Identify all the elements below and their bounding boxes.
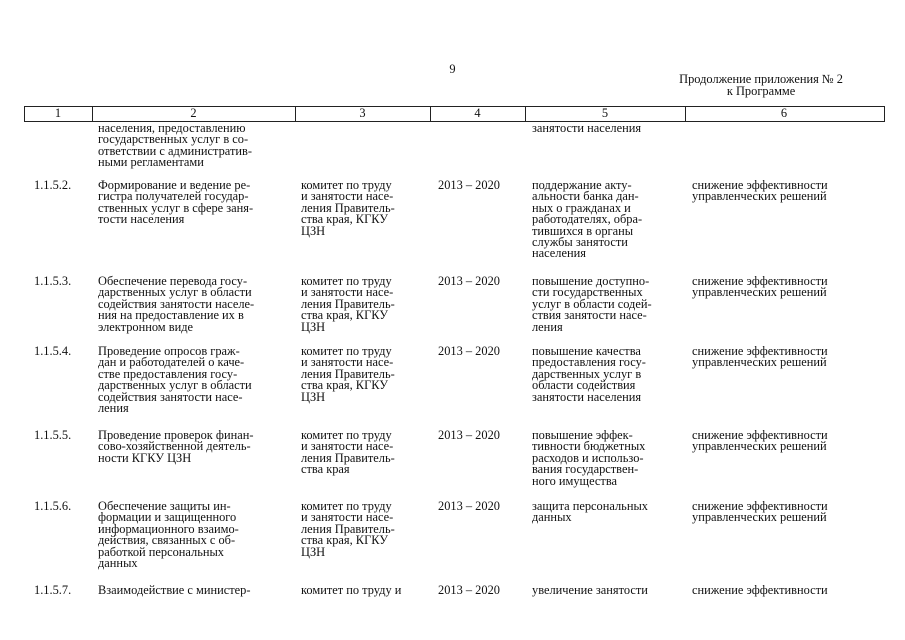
continuation-line-2: к Программе	[726, 84, 796, 98]
executor: комитет по труду и	[301, 583, 402, 597]
period: 2013 – 2020	[438, 344, 500, 358]
continuation-note	[679, 73, 843, 97]
executor: комитет по труду и занятости насе- ления Правитель- ства края, КГКУ ЦЗН	[301, 499, 395, 559]
period: 2013 – 2020	[438, 583, 500, 597]
executor: комитет по труду и занятости насе- ления Правитель- ства края, КГКУ ЦЗН	[301, 274, 395, 334]
expected-result: повышение качества предоставления госу- дарственных услуг в области содействия занятости населения	[532, 344, 646, 404]
expected-result: поддержание акту- альности банка дан- ных о гражданах и работодателях, обра- тившихся в органы службы занятости населения	[532, 178, 643, 261]
row-number: 1.1.5.2.	[34, 178, 72, 192]
expected-result: повышение доступно- сти государственных услуг в области содей- ствия занятости насе- ления	[532, 274, 652, 334]
expected-result: занятости населения	[532, 121, 642, 135]
non-implementation-risk: снижение эффективности управленческих решений	[692, 499, 828, 525]
expected-result: повышение эффек- тивности бюджетных расходов и использо- вания государствен- ного имущества	[532, 428, 646, 488]
activity-name: Обеспечение защиты ин- формации и защищенного информационного взаимо- действия, связанных с об- работкой персональных данных	[98, 499, 239, 571]
header-col-6: 6	[780, 106, 788, 120]
executor: комитет по труду и занятости насе- ления Правитель- ства края	[301, 428, 395, 477]
page-number: 9	[449, 62, 456, 76]
row-number: 1.1.5.6.	[34, 499, 72, 513]
activity-name: Взаимодействие с министер-	[98, 583, 251, 597]
period: 2013 – 2020	[438, 274, 500, 288]
row-number: 1.1.5.5.	[34, 428, 72, 442]
period: 2013 – 2020	[438, 428, 500, 442]
period: 2013 – 2020	[438, 178, 500, 192]
activity-name: Формирование и ведение ре- гистра получателей государ- ственных услуг в сфере заня- тости населения	[98, 178, 254, 227]
non-implementation-risk: снижение эффективности управленческих решений	[692, 274, 828, 300]
non-implementation-risk: снижение эффективности управленческих решений	[692, 344, 828, 370]
row-number: 1.1.5.7.	[34, 583, 72, 597]
expected-result: увеличение занятости	[532, 583, 648, 597]
row-number: 1.1.5.3.	[34, 274, 72, 288]
executor: комитет по труду и занятости насе- ления Правитель- ства края, КГКУ ЦЗН	[301, 344, 395, 404]
non-implementation-risk: снижение эффективности	[692, 583, 828, 597]
activity-name: Обеспечение перевода госу- дарственных услуг в области содействия занятости населе- ния на предоставление их в электронном виде	[98, 274, 255, 334]
header-col-2: 2	[190, 106, 197, 120]
row-number: 1.1.5.4.	[34, 344, 72, 358]
header-col-4: 4	[474, 106, 481, 120]
activity-name: населения, предоставлению государственных услуг в со- ответствии с административ- ными регламентами	[98, 121, 253, 170]
non-implementation-risk: снижение эффективности управленческих решений	[692, 178, 828, 204]
header-col-1: 1	[54, 106, 62, 120]
header-col-3: 3	[359, 106, 366, 120]
header-col-5: 5	[601, 106, 609, 120]
continuation-line-1: Продолжение приложения № 2	[679, 72, 843, 86]
period: 2013 – 2020	[438, 499, 500, 513]
expected-result: защита персональных данных	[532, 499, 648, 525]
executor: комитет по труду и занятости насе- ления Правитель- ства края, КГКУ ЦЗН	[301, 178, 395, 238]
activity-name: Проведение опросов граж- дан и работодателей о каче- стве предоставления госу- дарственных услуг в области содействия занятости насе- ления	[98, 344, 252, 416]
non-implementation-risk: снижение эффективности управленческих решений	[692, 428, 828, 454]
activity-name: Проведение проверок финан- сово-хозяйственной деятель- ности КГКУ ЦЗН	[98, 428, 254, 465]
